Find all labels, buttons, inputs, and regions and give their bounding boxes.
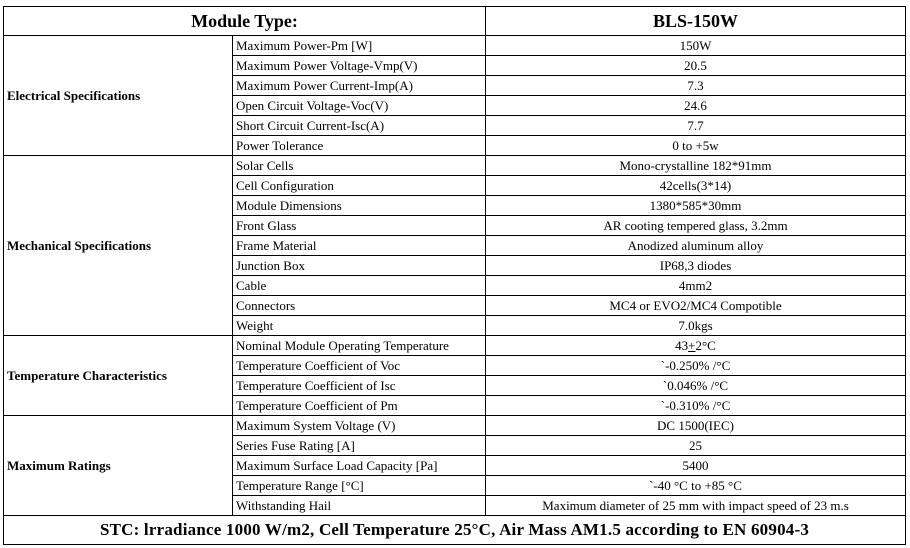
param-value: 5400: [486, 456, 906, 476]
param-label: Connectors: [233, 296, 486, 316]
param-label: Maximum Power-Pm [W]: [233, 36, 486, 56]
module-type-label: Module Type:: [4, 7, 486, 36]
param-value: 24.6: [486, 96, 906, 116]
section-title-mechanical: Mechanical Specifications: [4, 156, 233, 336]
param-label: Maximum Surface Load Capacity [Pa]: [233, 456, 486, 476]
param-label: Open Circuit Voltage-Voc(V): [233, 96, 486, 116]
param-label: Maximum System Voltage (V): [233, 416, 486, 436]
header-row: [4, 7, 906, 36]
param-value: 7.0kgs: [486, 316, 906, 336]
param-label: Weight: [233, 316, 486, 336]
param-label: Front Glass: [233, 216, 486, 236]
param-value: DC 1500(IEC): [486, 416, 906, 436]
param-value: [486, 336, 906, 356]
param-label: Cable: [233, 276, 486, 296]
param-label: Solar Cells: [233, 156, 486, 176]
param-label: Power Tolerance: [233, 136, 486, 156]
param-value: AR cooting tempered glass, 3.2mm: [486, 216, 906, 236]
param-label: Withstanding Hail: [233, 496, 486, 516]
param-value: 25: [486, 436, 906, 456]
param-value: Maximum diameter of 25 mm with impact speed of 23 m.s: [486, 496, 906, 516]
value-part: 43: [675, 337, 689, 353]
section-title-electrical: Electrical Specifications: [4, 36, 233, 156]
param-label: Module Dimensions: [233, 196, 486, 216]
param-value: 7.7: [486, 116, 906, 136]
param-value: Anodized aluminum alloy: [486, 236, 906, 256]
section-title-ratings: Maximum Ratings: [4, 416, 233, 516]
table-row: [4, 336, 906, 356]
param-label: Junction Box: [233, 256, 486, 276]
table-row: [4, 156, 906, 176]
param-value: `-0.250% /°C: [486, 356, 906, 376]
param-label: Short Circuit Current-Isc(A): [233, 116, 486, 136]
value-part: 2°C: [695, 337, 716, 353]
plus-minus-sign: +: [688, 337, 696, 353]
param-label: Temperature Coefficient of Pm: [233, 396, 486, 416]
param-label: Temperature Range [°C]: [233, 476, 486, 496]
param-label: Cell Configuration: [233, 176, 486, 196]
param-value: 1380*585*30mm: [486, 196, 906, 216]
param-value: Mono-crystalline 182*91mm: [486, 156, 906, 176]
stc-note: STC: lrradiance 1000 W/m2, Cell Temperature 25°C, Air Mass AM1.5 according to EN 60904-3: [4, 516, 906, 545]
param-value: 20.5: [486, 56, 906, 76]
param-label: Maximum Power Voltage-Vmp(V): [233, 56, 486, 76]
table-row: [4, 416, 906, 436]
param-value: IP68,3 diodes: [486, 256, 906, 276]
footer-row: [4, 516, 906, 545]
section-title-temperature: Temperature Characteristics: [4, 336, 233, 416]
param-label: Maximum Power Current-Imp(A): [233, 76, 486, 96]
param-value: `-40 °C to +85 °C: [486, 476, 906, 496]
param-value: `-0.310% /°C: [486, 396, 906, 416]
param-label: Nominal Module Operating Temperature: [233, 336, 486, 356]
param-label: Temperature Coefficient of Voc: [233, 356, 486, 376]
table-row: [4, 36, 906, 56]
param-value: 150W: [486, 36, 906, 56]
param-value: MC4 or EVO2/MC4 Compotible: [486, 296, 906, 316]
module-model: BLS-150W: [486, 7, 906, 36]
param-value: `0.046% /°C: [486, 376, 906, 396]
param-value: 7.3: [486, 76, 906, 96]
param-value: 0 to +5w: [486, 136, 906, 156]
param-label: Series Fuse Rating [A]: [233, 436, 486, 456]
spec-table: [3, 6, 906, 545]
param-value: 4mm2: [486, 276, 906, 296]
param-value: 42cells(3*14): [486, 176, 906, 196]
param-label: Frame Material: [233, 236, 486, 256]
param-label: Temperature Coefficient of Isc: [233, 376, 486, 396]
